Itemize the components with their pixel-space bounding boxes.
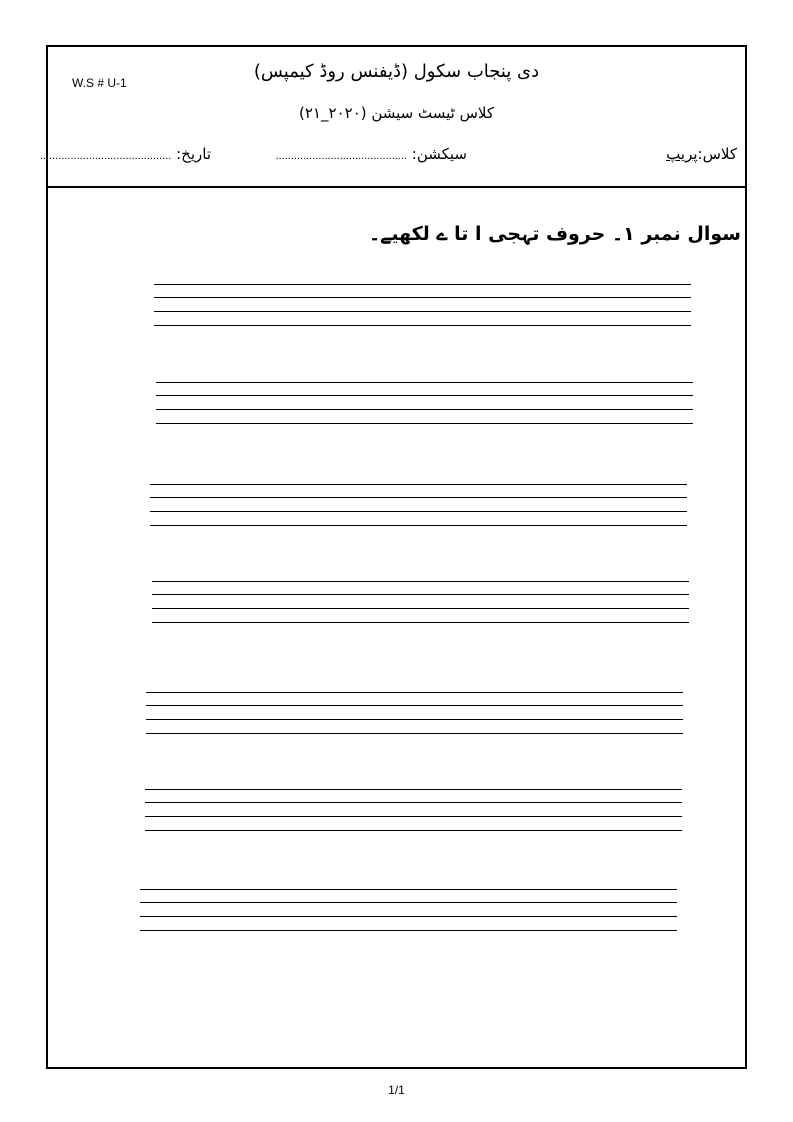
writing-lines [150,484,687,528]
writing-lines [154,284,691,328]
school-name: دی پنجاب سکول (ڈیفنس روڈ کیمپس) [253,61,540,82]
page-number: 1/1 [388,1083,405,1097]
writing-lines [140,889,677,933]
class-value: پریپ [666,145,698,163]
section-field [276,145,467,163]
section-label: سیکشن: [411,145,467,163]
writing-lines [146,692,683,736]
date-label: تاریخ: [176,145,211,163]
class-field [666,145,737,163]
question-title: سوال نمبر ۱۔ حروف تہجی ا تا ے لکھیے۔ [369,223,741,245]
writing-lines [145,789,682,833]
date-field [40,145,211,163]
writing-lines [152,581,689,625]
worksheet-code: W.S # U-1 [72,76,127,90]
worksheet-header [39,47,745,188]
worksheet-border [39,45,747,1069]
class-label: کلاس: [697,145,737,163]
session-title: کلاس ٹیسٹ سیشن (۲۰۲۰_۲۱) [299,104,494,122]
date-blank: ........................................... [39,150,172,162]
section-blank: ........................................... [275,150,407,162]
writing-lines [156,382,693,426]
